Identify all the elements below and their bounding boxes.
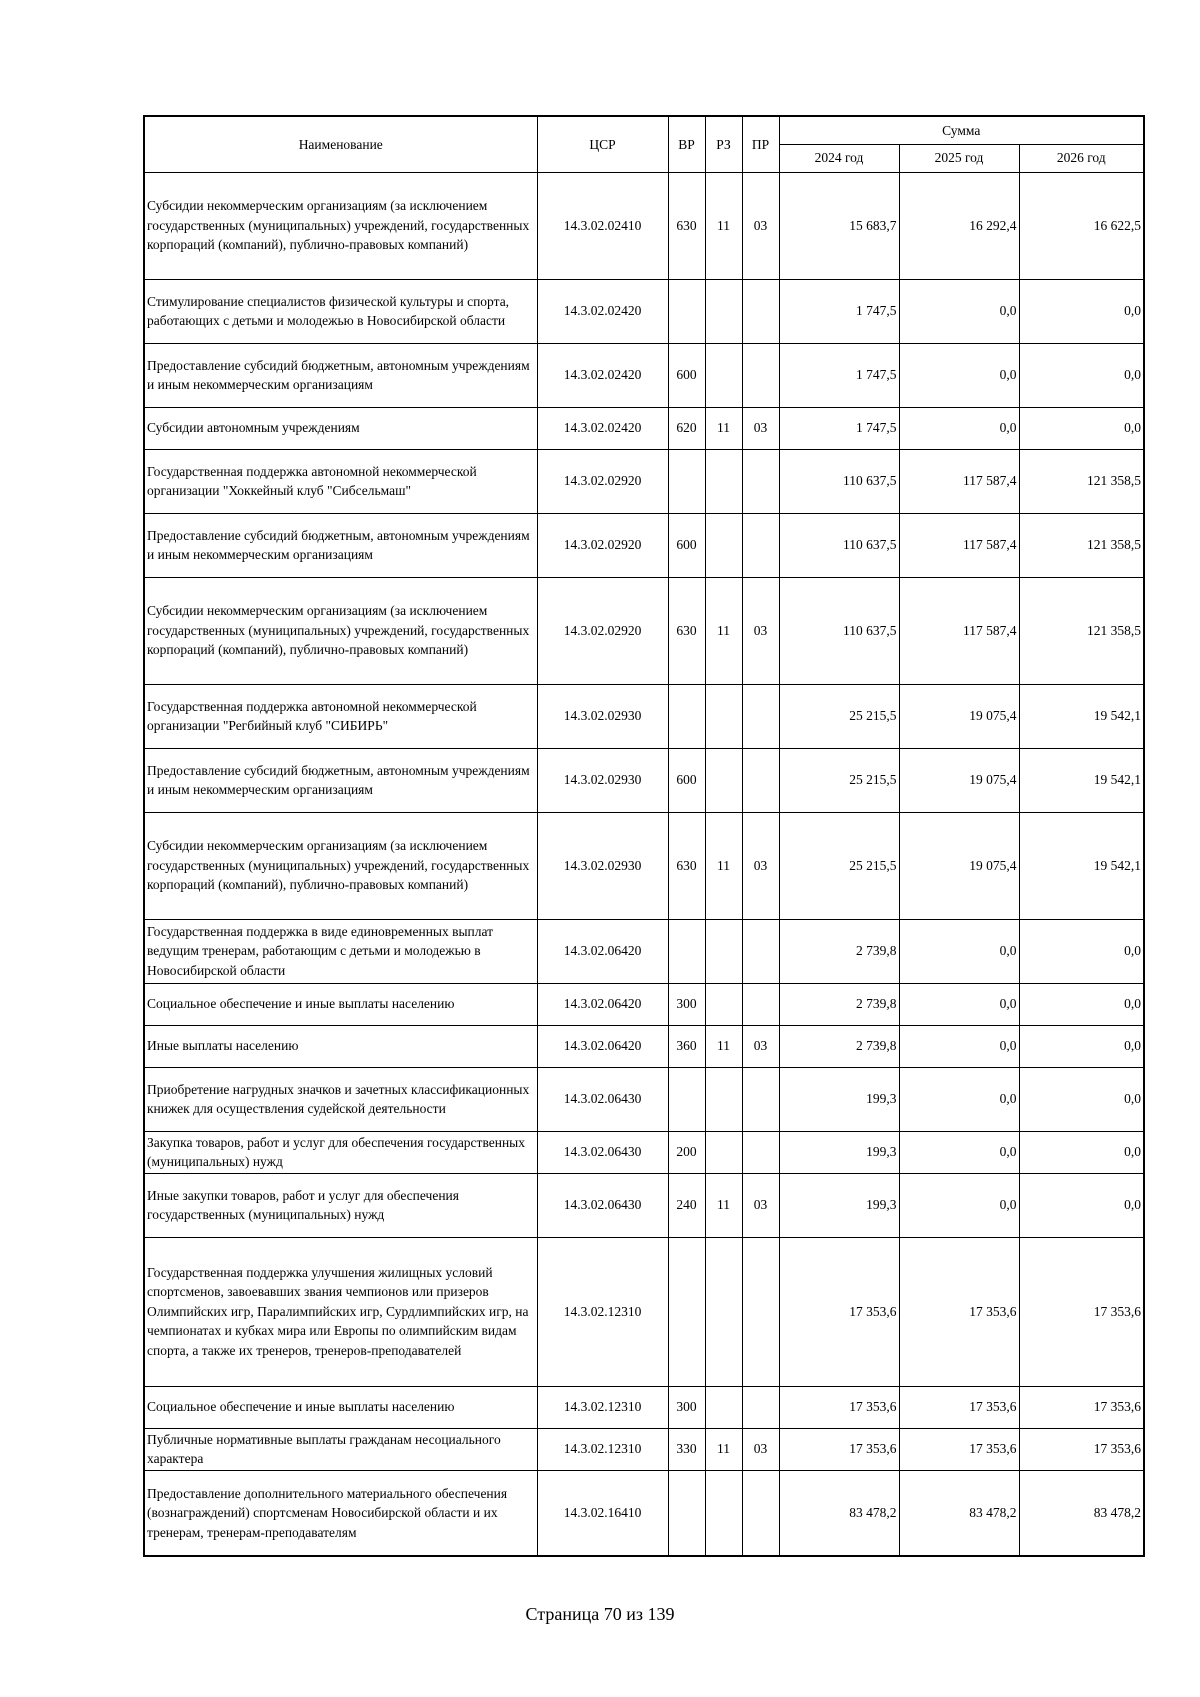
row-pr xyxy=(742,1237,779,1386)
row-csr: 14.3.02.02420 xyxy=(537,407,668,449)
row-sum-2026: 121 358,5 xyxy=(1019,577,1144,684)
row-rz: 11 xyxy=(705,812,742,919)
row-name: Государственная поддержка в виде единовременных выплат ведущим тренерам, работающим с детьми и молодежью в Новосибирской области xyxy=(144,919,537,983)
row-name: Субсидии некоммерческим организациям (за исключением государственных (муниципальных) учреждений, государственных корпораций (компаний), публично-правовых компаний) xyxy=(144,172,537,279)
row-sum-2025: 0,0 xyxy=(899,983,1019,1025)
row-pr xyxy=(742,1470,779,1556)
row-vr xyxy=(668,1470,705,1556)
row-rz xyxy=(705,983,742,1025)
row-pr xyxy=(742,983,779,1025)
row-sum-2025: 117 587,4 xyxy=(899,513,1019,577)
row-sum-2024: 83 478,2 xyxy=(779,1470,899,1556)
row-pr xyxy=(742,279,779,343)
row-csr: 14.3.02.12310 xyxy=(537,1428,668,1470)
row-rz xyxy=(705,1237,742,1386)
row-pr xyxy=(742,343,779,407)
row-csr: 14.3.02.06430 xyxy=(537,1173,668,1237)
row-name: Иные выплаты населению xyxy=(144,1025,537,1067)
row-sum-2025: 0,0 xyxy=(899,1131,1019,1173)
row-name: Закупка товаров, работ и услуг для обеспечения государственных (муниципальных) нужд xyxy=(144,1131,537,1173)
row-sum-2026: 0,0 xyxy=(1019,1173,1144,1237)
row-vr: 300 xyxy=(668,1386,705,1428)
row-pr xyxy=(742,449,779,513)
row-sum-2025: 0,0 xyxy=(899,1173,1019,1237)
row-sum-2026: 17 353,6 xyxy=(1019,1386,1144,1428)
header-csr: ЦСР xyxy=(537,116,668,172)
row-vr: 630 xyxy=(668,812,705,919)
table-row xyxy=(144,513,1144,577)
row-csr: 14.3.02.02420 xyxy=(537,343,668,407)
row-vr: 330 xyxy=(668,1428,705,1470)
row-pr xyxy=(742,1067,779,1131)
row-sum-2024: 1 747,5 xyxy=(779,343,899,407)
row-sum-2024: 110 637,5 xyxy=(779,449,899,513)
row-csr: 14.3.02.02930 xyxy=(537,812,668,919)
row-pr xyxy=(742,513,779,577)
row-vr: 600 xyxy=(668,748,705,812)
row-rz xyxy=(705,1470,742,1556)
row-sum-2026: 0,0 xyxy=(1019,1131,1144,1173)
row-csr: 14.3.02.12310 xyxy=(537,1386,668,1428)
row-vr xyxy=(668,684,705,748)
row-sum-2026: 83 478,2 xyxy=(1019,1470,1144,1556)
table-row xyxy=(144,1386,1144,1428)
row-csr: 14.3.02.06420 xyxy=(537,1025,668,1067)
row-sum-2025: 0,0 xyxy=(899,279,1019,343)
row-csr: 14.3.02.06420 xyxy=(537,919,668,983)
row-vr: 360 xyxy=(668,1025,705,1067)
row-sum-2024: 25 215,5 xyxy=(779,812,899,919)
row-name: Государственная поддержка автономной некоммерческой организации "Регбийный клуб "СИБИРЬ" xyxy=(144,684,537,748)
header-year-2026: 2026 год xyxy=(1019,144,1144,172)
row-name: Государственная поддержка автономной некоммерческой организации "Хоккейный клуб "Сибсельмаш" xyxy=(144,449,537,513)
row-sum-2026: 0,0 xyxy=(1019,279,1144,343)
row-sum-2025: 0,0 xyxy=(899,407,1019,449)
row-rz xyxy=(705,343,742,407)
row-rz xyxy=(705,919,742,983)
row-vr: 630 xyxy=(668,172,705,279)
row-rz xyxy=(705,449,742,513)
row-sum-2024: 17 353,6 xyxy=(779,1386,899,1428)
row-rz xyxy=(705,1386,742,1428)
row-sum-2026: 17 353,6 xyxy=(1019,1428,1144,1470)
row-sum-2026: 19 542,1 xyxy=(1019,684,1144,748)
row-name: Социальное обеспечение и иные выплаты населению xyxy=(144,1386,537,1428)
row-name: Предоставление субсидий бюджетным, автономным учреждениям и иным некоммерческим организациям xyxy=(144,513,537,577)
row-sum-2026: 17 353,6 xyxy=(1019,1237,1144,1386)
row-rz: 11 xyxy=(705,172,742,279)
row-sum-2025: 17 353,6 xyxy=(899,1428,1019,1470)
row-sum-2026: 19 542,1 xyxy=(1019,748,1144,812)
header-year-2025: 2025 год xyxy=(899,144,1019,172)
row-rz: 11 xyxy=(705,577,742,684)
row-name: Стимулирование специалистов физической культуры и спорта, работающих с детьми и молодежью в Новосибирской области xyxy=(144,279,537,343)
row-sum-2026: 0,0 xyxy=(1019,983,1144,1025)
row-sum-2025: 19 075,4 xyxy=(899,684,1019,748)
row-sum-2024: 2 739,8 xyxy=(779,919,899,983)
header-rz: РЗ xyxy=(705,116,742,172)
row-rz: 11 xyxy=(705,1428,742,1470)
row-rz: 11 xyxy=(705,407,742,449)
row-sum-2025: 117 587,4 xyxy=(899,449,1019,513)
row-sum-2026: 121 358,5 xyxy=(1019,513,1144,577)
row-sum-2024: 25 215,5 xyxy=(779,748,899,812)
row-vr xyxy=(668,279,705,343)
row-rz xyxy=(705,748,742,812)
document-page xyxy=(143,115,1143,1557)
row-sum-2024: 15 683,7 xyxy=(779,172,899,279)
row-csr: 14.3.02.02920 xyxy=(537,577,668,684)
row-name: Государственная поддержка улучшения жилищных условий спортсменов, завоевавших звания чемпионов или призеров Олимпийских игр, Паралимпийских игр, Сурдлимпийских игр, на чемпионатах и кубках мира или Европы по олимпийским видам спорта, а также их тренеров, тренеров-преподавателей xyxy=(144,1237,537,1386)
row-sum-2026: 0,0 xyxy=(1019,407,1144,449)
table-row xyxy=(144,279,1144,343)
table-row xyxy=(144,1131,1144,1173)
row-sum-2026: 0,0 xyxy=(1019,919,1144,983)
page-number: Страница 70 из 139 xyxy=(525,1604,675,1624)
table-row xyxy=(144,1237,1144,1386)
row-csr: 14.3.02.16410 xyxy=(537,1470,668,1556)
table-body xyxy=(144,172,1144,1556)
row-sum-2025: 0,0 xyxy=(899,1025,1019,1067)
row-sum-2024: 2 739,8 xyxy=(779,983,899,1025)
row-sum-2026: 121 358,5 xyxy=(1019,449,1144,513)
table-row xyxy=(144,343,1144,407)
row-sum-2024: 17 353,6 xyxy=(779,1428,899,1470)
row-pr: 03 xyxy=(742,577,779,684)
row-csr: 14.3.02.02930 xyxy=(537,684,668,748)
table-row xyxy=(144,1025,1144,1067)
row-vr: 600 xyxy=(668,513,705,577)
table-row xyxy=(144,812,1144,919)
table-row xyxy=(144,983,1144,1025)
table-row xyxy=(144,407,1144,449)
row-rz xyxy=(705,684,742,748)
table-row xyxy=(144,172,1144,279)
row-csr: 14.3.02.06430 xyxy=(537,1131,668,1173)
row-vr xyxy=(668,1067,705,1131)
row-sum-2024: 25 215,5 xyxy=(779,684,899,748)
row-vr xyxy=(668,449,705,513)
row-sum-2025: 0,0 xyxy=(899,919,1019,983)
table-row xyxy=(144,1173,1144,1237)
row-vr xyxy=(668,919,705,983)
row-pr xyxy=(742,684,779,748)
row-pr xyxy=(742,748,779,812)
row-sum-2025: 19 075,4 xyxy=(899,748,1019,812)
table-row xyxy=(144,684,1144,748)
row-vr: 240 xyxy=(668,1173,705,1237)
row-csr: 14.3.02.06420 xyxy=(537,983,668,1025)
row-rz: 11 xyxy=(705,1025,742,1067)
row-sum-2024: 199,3 xyxy=(779,1173,899,1237)
row-vr: 200 xyxy=(668,1131,705,1173)
row-sum-2024: 110 637,5 xyxy=(779,513,899,577)
row-sum-2024: 17 353,6 xyxy=(779,1237,899,1386)
row-name: Субсидии автономным учреждениям xyxy=(144,407,537,449)
row-name: Предоставление субсидий бюджетным, автономным учреждениям и иным некоммерческим организациям xyxy=(144,748,537,812)
row-sum-2025: 17 353,6 xyxy=(899,1386,1019,1428)
row-sum-2024: 199,3 xyxy=(779,1131,899,1173)
row-sum-2025: 19 075,4 xyxy=(899,812,1019,919)
row-sum-2025: 83 478,2 xyxy=(899,1470,1019,1556)
header-vr: ВР xyxy=(668,116,705,172)
row-name: Субсидии некоммерческим организациям (за исключением государственных (муниципальных) учреждений, государственных корпораций (компаний), публично-правовых компаний) xyxy=(144,577,537,684)
row-csr: 14.3.02.02920 xyxy=(537,513,668,577)
row-pr: 03 xyxy=(742,1025,779,1067)
row-sum-2025: 17 353,6 xyxy=(899,1237,1019,1386)
row-sum-2026: 0,0 xyxy=(1019,1025,1144,1067)
row-sum-2026: 0,0 xyxy=(1019,343,1144,407)
row-sum-2025: 16 292,4 xyxy=(899,172,1019,279)
row-pr: 03 xyxy=(742,1173,779,1237)
row-pr: 03 xyxy=(742,812,779,919)
row-name: Публичные нормативные выплаты гражданам несоциального характера xyxy=(144,1428,537,1470)
header-name: Наименование xyxy=(144,116,537,172)
row-rz xyxy=(705,1131,742,1173)
row-sum-2026: 19 542,1 xyxy=(1019,812,1144,919)
row-pr xyxy=(742,1386,779,1428)
row-sum-2024: 2 739,8 xyxy=(779,1025,899,1067)
row-vr: 600 xyxy=(668,343,705,407)
budget-table xyxy=(143,115,1145,1557)
table-row xyxy=(144,1067,1144,1131)
row-vr: 620 xyxy=(668,407,705,449)
row-sum-2024: 1 747,5 xyxy=(779,407,899,449)
row-name: Социальное обеспечение и иные выплаты населению xyxy=(144,983,537,1025)
row-sum-2024: 1 747,5 xyxy=(779,279,899,343)
header-year-2024: 2024 год xyxy=(779,144,899,172)
row-name: Субсидии некоммерческим организациям (за исключением государственных (муниципальных) учреждений, государственных корпораций (компаний), публично-правовых компаний) xyxy=(144,812,537,919)
row-csr: 14.3.02.06430 xyxy=(537,1067,668,1131)
row-csr: 14.3.02.02410 xyxy=(537,172,668,279)
row-sum-2024: 110 637,5 xyxy=(779,577,899,684)
row-rz: 11 xyxy=(705,1173,742,1237)
row-sum-2024: 199,3 xyxy=(779,1067,899,1131)
row-name: Предоставление дополнительного материального обеспечения (вознаграждений) спортсменам Новосибирской области и их тренерам, тренерам-преподавателям xyxy=(144,1470,537,1556)
row-name: Иные закупки товаров, работ и услуг для обеспечения государственных (муниципальных) нужд xyxy=(144,1173,537,1237)
table-row xyxy=(144,748,1144,812)
header-sum: Сумма xyxy=(779,116,1144,144)
row-csr: 14.3.02.02920 xyxy=(537,449,668,513)
row-vr: 300 xyxy=(668,983,705,1025)
table-row xyxy=(144,449,1144,513)
row-rz xyxy=(705,1067,742,1131)
row-sum-2026: 0,0 xyxy=(1019,1067,1144,1131)
table-row xyxy=(144,1428,1144,1470)
table-row xyxy=(144,1470,1144,1556)
row-sum-2025: 117 587,4 xyxy=(899,577,1019,684)
table-row xyxy=(144,577,1144,684)
row-pr: 03 xyxy=(742,172,779,279)
header-row-top xyxy=(144,116,1144,144)
table-row xyxy=(144,919,1144,983)
row-csr: 14.3.02.02930 xyxy=(537,748,668,812)
row-name: Предоставление субсидий бюджетным, автономным учреждениям и иным некоммерческим организациям xyxy=(144,343,537,407)
row-sum-2026: 16 622,5 xyxy=(1019,172,1144,279)
row-csr: 14.3.02.02420 xyxy=(537,279,668,343)
row-pr: 03 xyxy=(742,407,779,449)
row-pr: 03 xyxy=(742,1428,779,1470)
row-vr xyxy=(668,1237,705,1386)
row-sum-2025: 0,0 xyxy=(899,1067,1019,1131)
row-rz xyxy=(705,279,742,343)
header-pr: ПР xyxy=(742,116,779,172)
row-name: Приобретение нагрудных значков и зачетных классификационных книжек для осуществления судейской деятельности xyxy=(144,1067,537,1131)
row-pr xyxy=(742,1131,779,1173)
row-rz xyxy=(705,513,742,577)
row-sum-2025: 0,0 xyxy=(899,343,1019,407)
row-vr: 630 xyxy=(668,577,705,684)
row-csr: 14.3.02.12310 xyxy=(537,1237,668,1386)
row-pr xyxy=(742,919,779,983)
